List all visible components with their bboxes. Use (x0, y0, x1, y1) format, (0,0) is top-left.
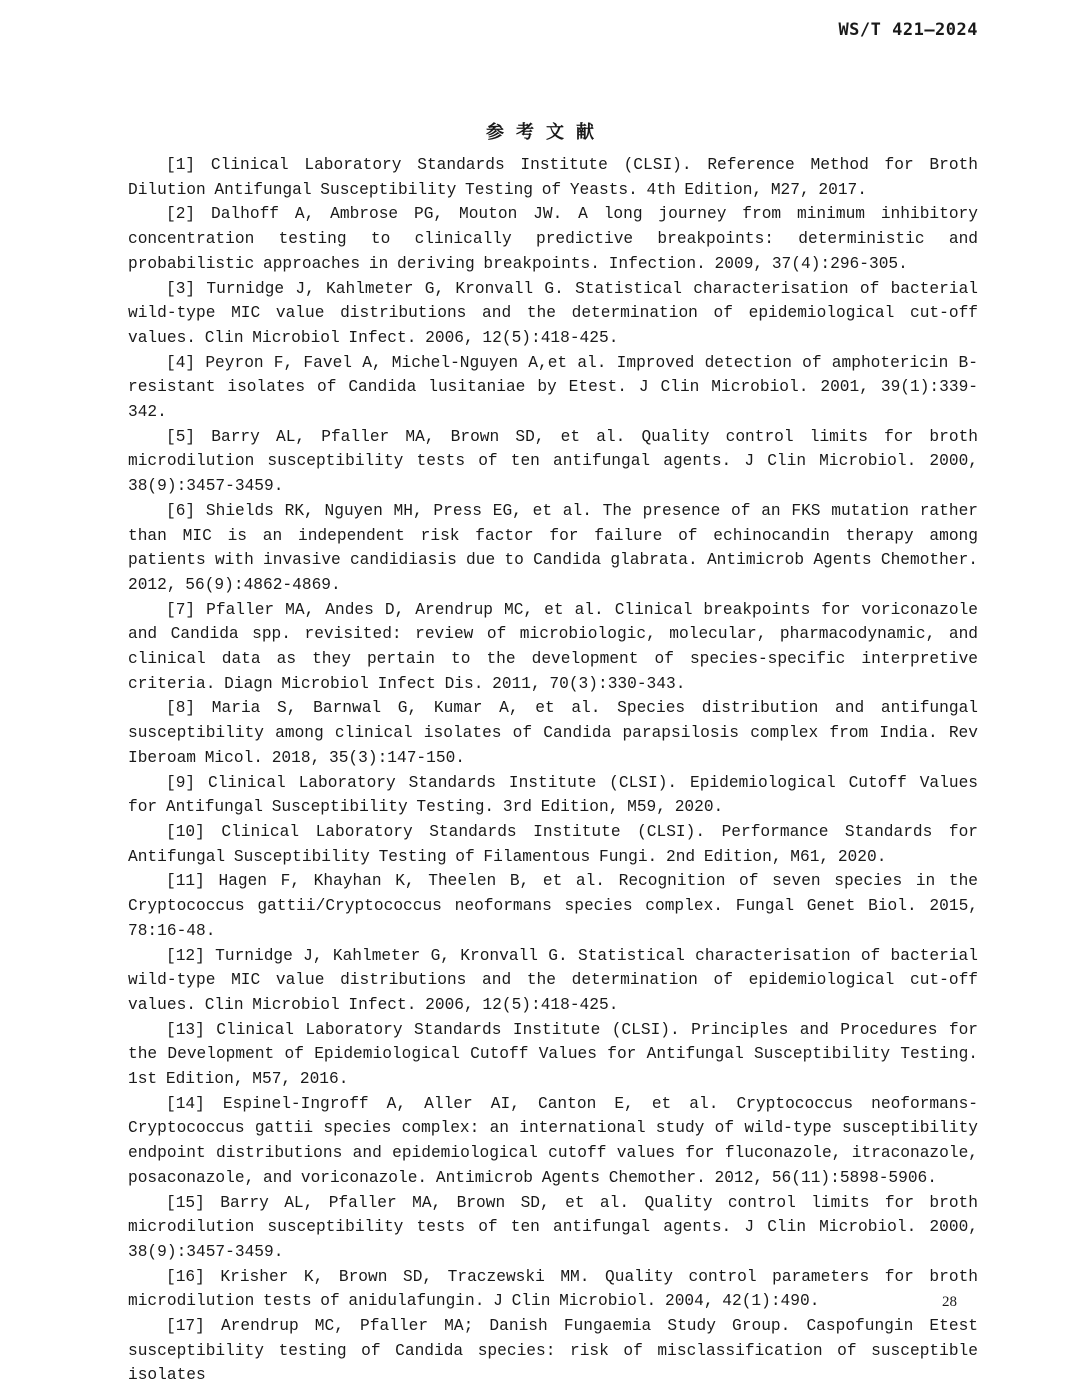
reference-item: [3] Turnidge J, Kahlmeter G, Kronvall G. Statistical characterisation of bacterial wild-type MIC value distributions and the determination of epidemiological cut-off values. Clin Microbiol Infect. 2006, 12(5):418-425. (128, 279, 978, 347)
reference-item: [9] Clinical Laboratory Standards Institute (CLSI). Epidemiological Cutoff Values for Antifungal Susceptibility Testing. 3rd Edition, M59, 2020. (128, 773, 978, 817)
reference-item: [6] Shields RK, Nguyen MH, Press EG, et al. The presence of an FKS mutation rather than MIC is an independent risk factor for failure of echinocandin therapy among patients with invasive candidiasis due to Candida glabrata. Antimicrob Agents Chemother. 2012, 56(9):4862-4869. (128, 501, 978, 594)
document-code-header: WS/T 421—2024 (838, 20, 978, 40)
reference-list (128, 153, 978, 1388)
reference-item: [7] Pfaller MA, Andes D, Arendrup MC, et al. Clinical breakpoints for voriconazole and Candida spp. revisited: review of microbiologic, molecular, pharmacodynamic, and clinical data as they pertain to the development of species-specific interpretive criteria. Diagn Microbiol Infect Dis. 2011, 70(3):330-343. (128, 600, 978, 693)
reference-item: [11] Hagen F, Khayhan K, Theelen B, et al. Recognition of seven species in the Cryptococcus gattii/Cryptococcus neoformans species complex. Fungal Genet Biol. 2015, 78:16-48. (128, 872, 978, 940)
reference-item: [16] Krisher K, Brown SD, Traczewski MM. Quality control parameters for broth microdilution tests of anidulafungin. J Clin Microbiol. 2004, 42(1):490. (128, 1267, 978, 1311)
reference-item: [17] Arendrup MC, Pfaller MA; Danish Fungaemia Study Group. Caspofungin Etest susceptibility testing of Candida species: risk of misclassification of susceptible isolates (128, 1317, 978, 1385)
page-number: 28 (942, 1294, 957, 1310)
references-heading: 参考文献 (486, 122, 606, 143)
reference-item: [8] Maria S, Barnwal G, Kumar A, et al. Species distribution and antifungal susceptibility among clinical isolates of Candida parapsilosis complex from India. Rev Iberoam Micol. 2018, 35(3):147-150. (128, 699, 978, 767)
reference-item: [12] Turnidge J, Kahlmeter G, Kronvall G. Statistical characterisation of bacterial wild-type MIC value distributions and the determination of epidemiological cut-off values. Clin Microbiol Infect. 2006, 12(5):418-425. (128, 946, 978, 1014)
reference-item: [5] Barry AL, Pfaller MA, Brown SD, et al. Quality control limits for broth microdilution susceptibility tests of ten antifungal agents. J Clin Microbiol. 2000, 38(9):3457-3459. (128, 427, 978, 496)
reference-item: [14] Espinel-Ingroff A, Aller AI, Canton E, et al. Cryptococcus neoformans-Cryptococcus gattii species complex: an international study of wild-type susceptibility endpoint distributions and epidemiological cutoff values for fluconazole, itraconazole, posaconazole, and voriconazole. Antimicrob Agents Chemother. 2012, 56(11):5898-5906. (128, 1094, 978, 1187)
reference-item: [4] Peyron F, Favel A, Michel-Nguyen A,et al. Improved detection of amphotericin B-resistant isolates of Candida lusitaniae by Etest. J Clin Microbiol. 2001, 39(1):339-342. (128, 353, 978, 422)
reference-item: [10] Clinical Laboratory Standards Institute (CLSI). Performance Standards for Antifungal Susceptibility Testing of Filamentous Fungi. 2nd Edition, M61, 2020. (128, 822, 978, 866)
reference-item: [1] Clinical Laboratory Standards Institute (CLSI). Reference Method for Broth Dilution Antifungal Susceptibility Testing of Yeasts. 4th Edition, M27, 2017. (128, 156, 978, 199)
reference-item: [15] Barry AL, Pfaller MA, Brown SD, et al. Quality control limits for broth microdilution susceptibility tests of ten antifungal agents. J Clin Microbiol. 2000, 38(9):3457-3459. (128, 1193, 978, 1261)
reference-item: [2] Dalhoff A, Ambrose PG, Mouton JW. A long journey from minimum inhibitory concentration testing to clinically predictive breakpoints: deterministic and probabilistic approaches in deriving breakpoints. Infection. 2009, 37(4):296-305. (128, 205, 978, 273)
reference-item: [13] Clinical Laboratory Standards Institute (CLSI). Principles and Procedures for the Development of Epidemiological Cutoff Values for Antifungal Susceptibility Testing. 1st Edition, M57, 2016. (128, 1020, 978, 1089)
